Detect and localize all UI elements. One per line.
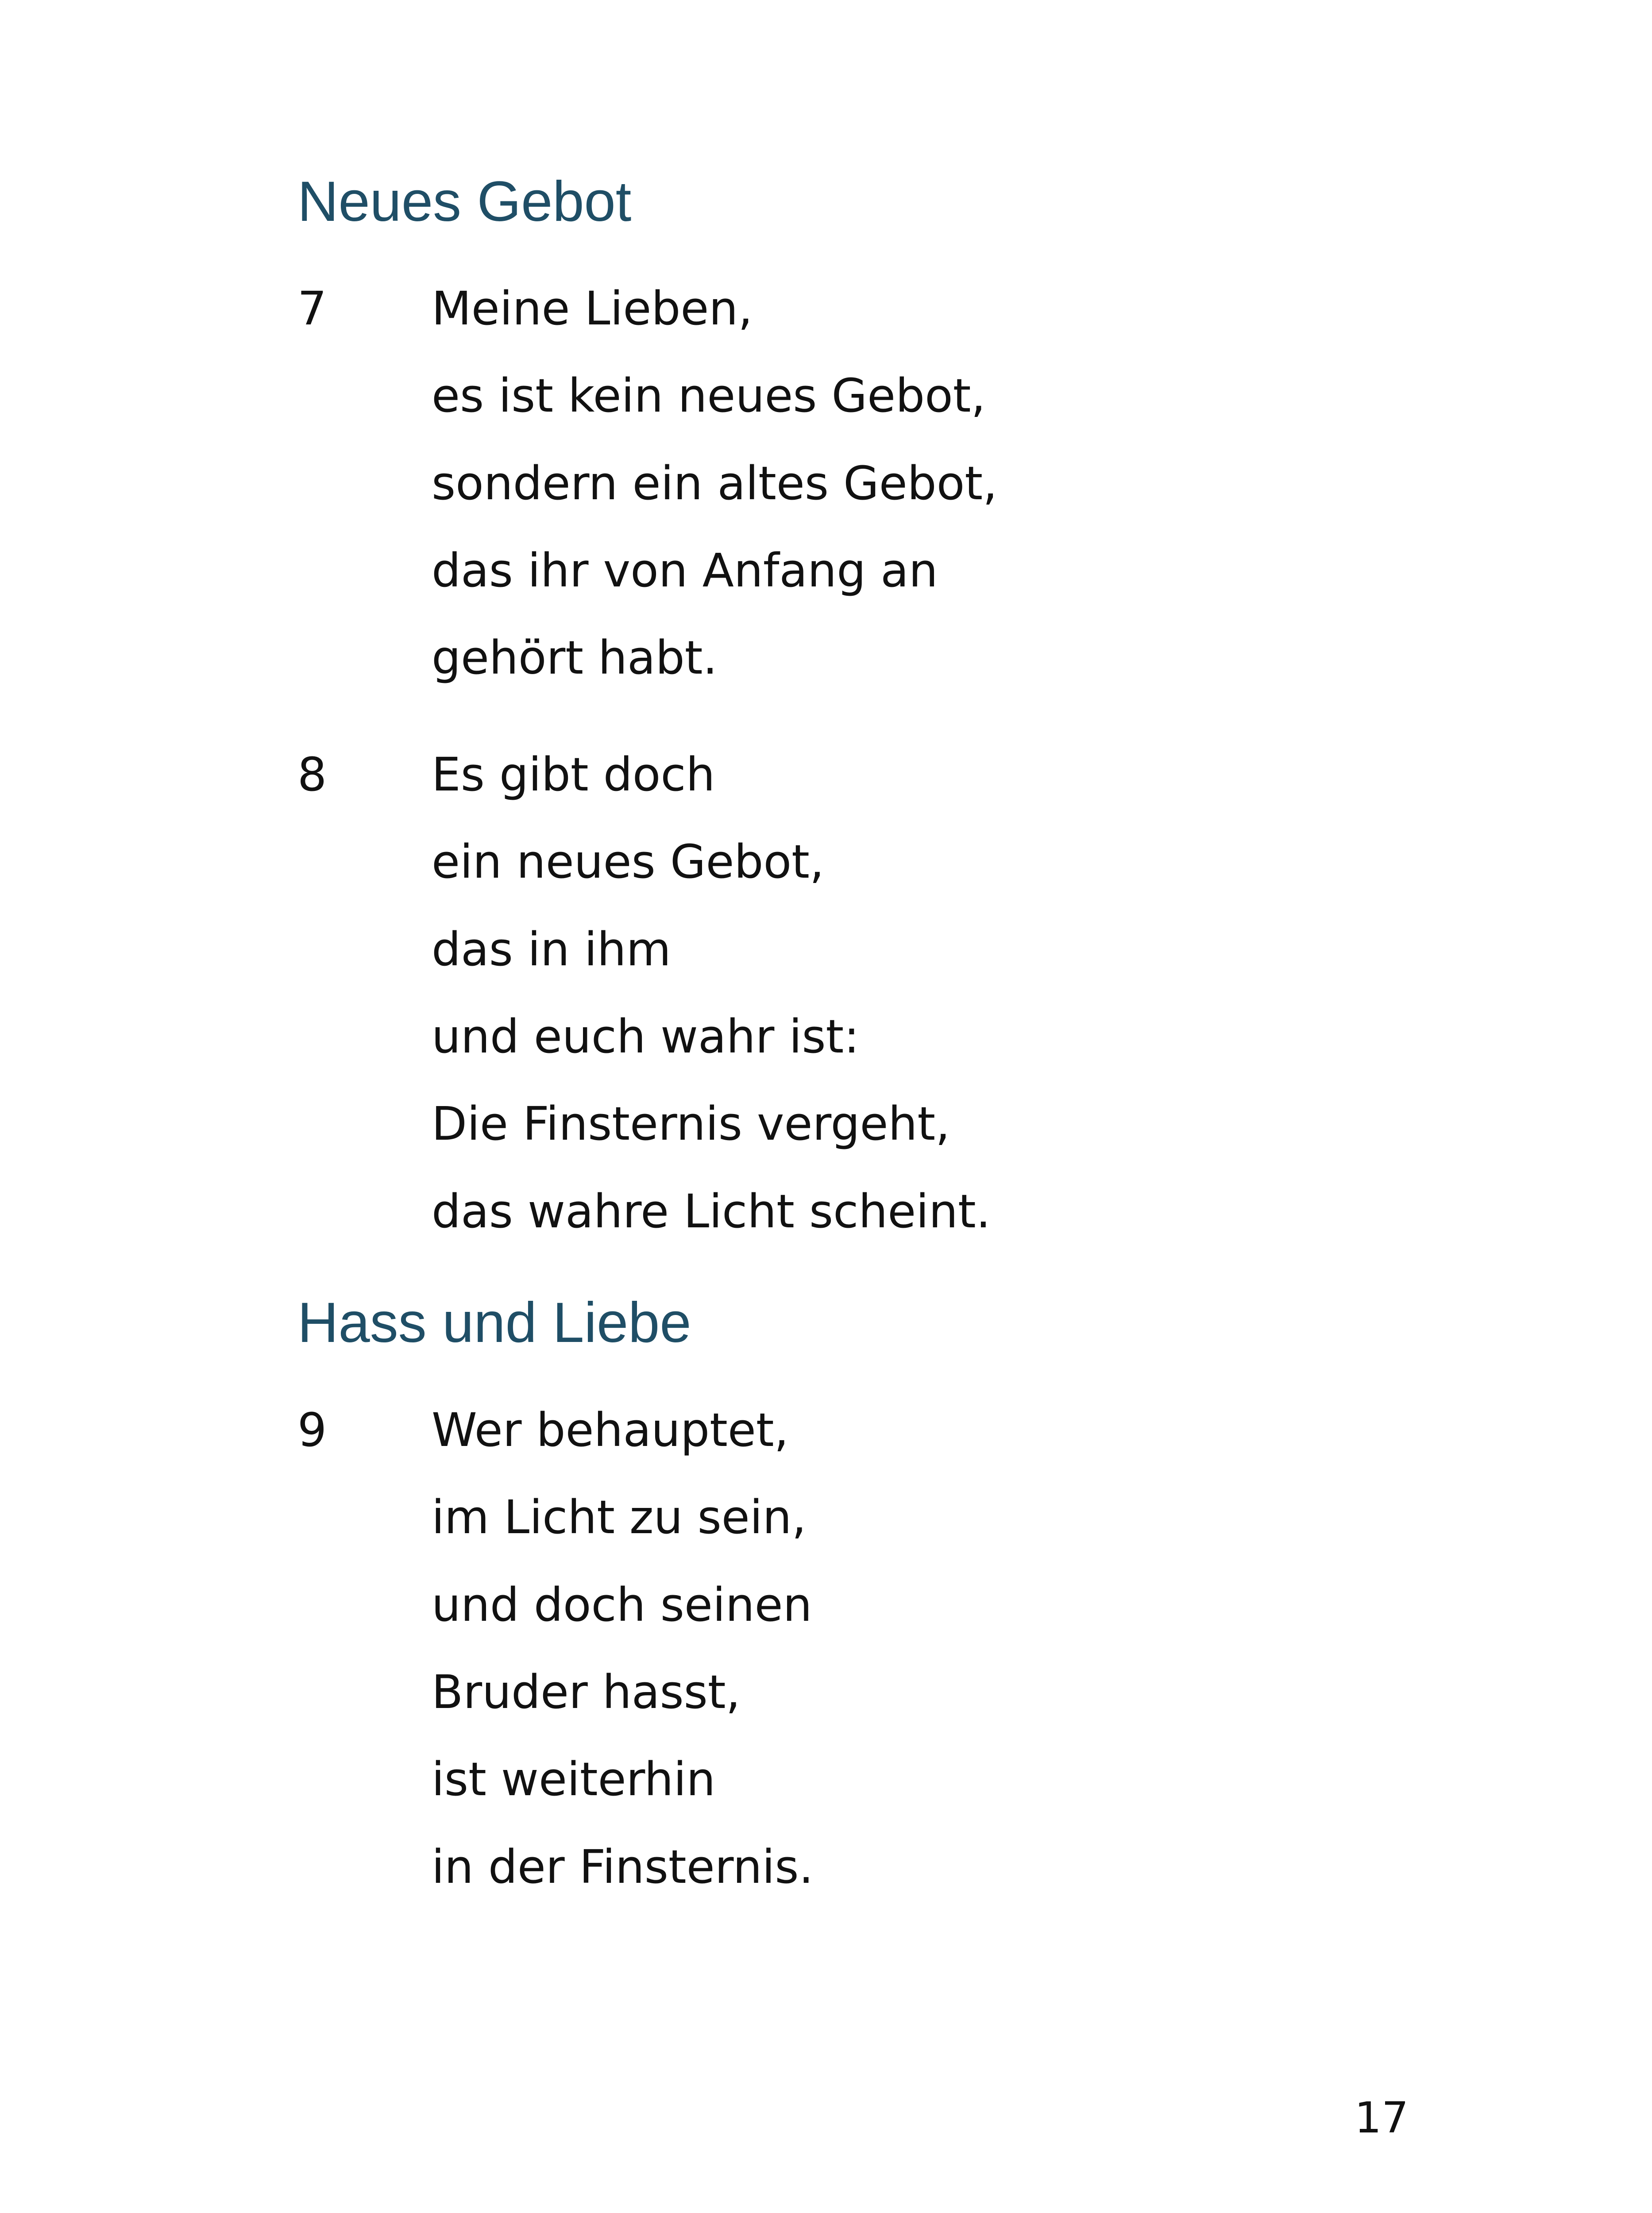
section-heading: Hass und Liebe — [297, 1291, 691, 1354]
verse-line: Meine Lieben, — [432, 281, 753, 335]
verse-line: Bruder hasst, — [432, 1665, 741, 1719]
page-number: 17 — [1355, 2093, 1409, 2143]
verse-number: 7 — [297, 281, 327, 335]
verse-line: in der Finsternis. — [432, 1840, 814, 1894]
verse-line: im Licht zu sein, — [432, 1490, 807, 1544]
verse-line: Die Finsternis vergeht, — [432, 1097, 950, 1151]
section-heading: Neues Gebot — [297, 170, 632, 233]
verse-line: gehört habt. — [432, 631, 718, 685]
verse-number: 9 — [297, 1403, 327, 1457]
verse-line: das ihr von Anfang an — [432, 544, 938, 598]
verse-line: und euch wahr ist: — [432, 1010, 860, 1064]
verse-line: ist weiterhin — [432, 1752, 716, 1806]
verse-number: 8 — [297, 748, 327, 802]
verse-line: es ist kein neues Gebot, — [432, 369, 986, 423]
verse-line: ein neues Gebot, — [432, 835, 824, 889]
verse-line: das in ihm — [432, 922, 671, 976]
verse-line: sondern ein altes Gebot, — [432, 456, 998, 510]
verse-line: Es gibt doch — [432, 748, 715, 802]
verse-line: Wer behauptet, — [432, 1403, 789, 1457]
verse-line: das wahre Licht scheint. — [432, 1184, 991, 1238]
verse-line: und doch seinen — [432, 1578, 812, 1632]
